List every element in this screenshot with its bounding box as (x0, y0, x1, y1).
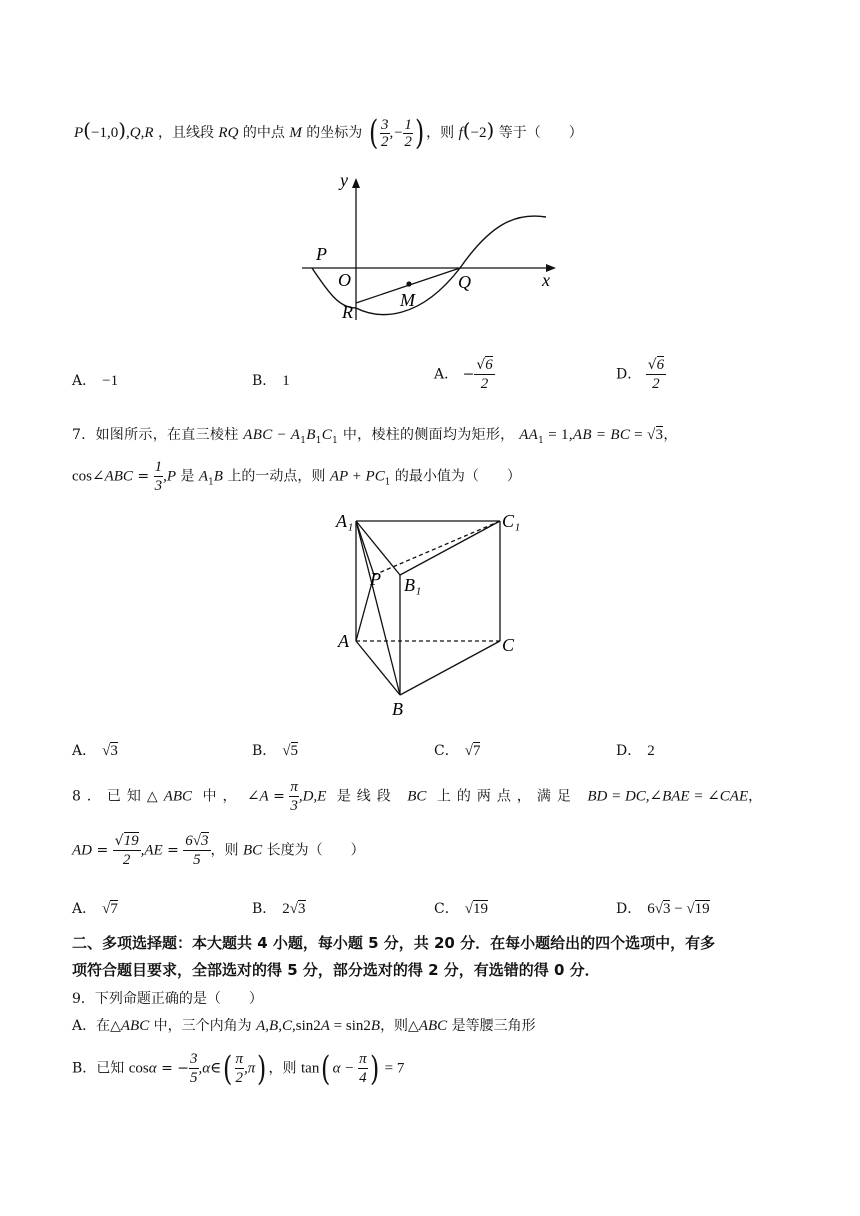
q6-option-c: A． − $\frac{√6}{2}$ (434, 357, 493, 392)
q7-fig-label-C1: C₁ (502, 511, 521, 531)
q6-fig-label-R: R (342, 302, 353, 322)
q6-fig-label-M: M (400, 290, 415, 310)
q7-option-b: B． √5 (252, 743, 299, 759)
q7-fig-label-B1: B₁ (404, 575, 422, 595)
option-letter: D． (616, 743, 642, 759)
q7-fig-label-C: C (502, 635, 515, 655)
option-value: 1 (282, 373, 290, 389)
q8-stem-line2: AD = $\frac{√19}{2}$ ,AE = $\frac{6√3}{5}$ ，则 BC 长度为（ ） (72, 833, 365, 868)
q6-fig-label-y: y (340, 170, 348, 190)
option-letter: C． (434, 743, 459, 759)
option-letter: B． (252, 743, 277, 759)
q6-fig-label-P: P (316, 244, 327, 264)
q7-stem-line1: 7．如图所示，在直三棱柱 ABC − $A_1B_1C_1$ 中，棱柱的侧面均为矩形， $AA_1 = 1,AB$ = BC = √3， (72, 427, 678, 446)
q6-option-a: A． −1 (72, 373, 119, 389)
q8-stem-line1: 8．已知△ABC 中， ∠A = $\frac{\pi}{3}$ ,D,E 是线段 BC 上的两点，满足 BD = DC,∠BAE = ∠CAE， (72, 779, 763, 814)
section2-header-line2: 项符合题目要求，全部选对的得 5 分，部分选对的得 2 分，有选错的得 0 分． (72, 961, 600, 979)
option-letter: B． (252, 901, 277, 917)
q6-stem-visual: P(−1,0),Q,R ，且线段 RQ 的中点 M 的坐标为 ( $\frac{3}{2}$ ,− $\frac{1}{2}$ ) ，则 f(−2) 等于（ ） (74, 113, 583, 153)
q7-option-d (616, 740, 655, 760)
option-letter: A． (72, 901, 97, 917)
option-letter: A． (434, 366, 459, 383)
option-letter: A． (72, 373, 97, 389)
option-value: 2 (647, 743, 655, 759)
q8-option-a: A． √7 (72, 901, 118, 917)
q7-prism-figure (330, 505, 530, 725)
q6-fig-label-Q: Q (458, 272, 471, 292)
q8-option-c: C． √19 (434, 901, 488, 917)
q9-option-a: A．在△ABC 中，三个内角为 A,B,C,sin2A = sin2B，则△ABC 是等腰三角形 (72, 1018, 536, 1034)
option-letter: B． (252, 373, 277, 389)
q7-stem-line2: cos∠ABC = $\frac{1}{3}$ ,P 是 $A_1B$ 上的一动点，则 AP + $PC_1$ 的最小值为（ ） (72, 459, 521, 494)
q6-option-d: D． $\frac{√6}{2}$ (616, 357, 665, 392)
q8-option-b: B． 2√3 (252, 901, 306, 917)
q6-fig-label-O: O (338, 270, 351, 290)
q6-fig-label-x: x (542, 270, 550, 290)
q9-option-b: B．已知 cosα = − $\frac{3}{5}$ ,α∈( $\frac{\pi}{2}$ ,π) ，则 tan( α − $\frac{\pi}{4}$ ) = 7 (72, 1048, 405, 1089)
q7-option-a: A． √3 (72, 743, 118, 759)
section2-header-line1: 二、多项选择题：本大题共 4 小题，每小题 5 分，共 20 分．在每小题给出的四个选项中，有多 (72, 934, 716, 952)
q6-option-b (252, 370, 290, 390)
option-letter: A． (72, 743, 97, 759)
q9-stem: 9．下列命题正确的是（ ） (72, 991, 263, 1007)
q6-sine-graph (290, 170, 570, 330)
q7-fig-label-P: P (370, 569, 381, 589)
q7-fig-label-A: A (338, 631, 349, 651)
q8-option-d: D． 6√3 − √19 (616, 901, 710, 917)
option-letter: C． (434, 901, 459, 917)
option-letter: D． (616, 901, 642, 917)
q7-fig-label-A1: A₁ (336, 511, 354, 531)
q7-fig-label-B: B (392, 699, 403, 719)
option-letter: D． (616, 366, 642, 383)
q7-option-c: C． √7 (434, 743, 481, 759)
